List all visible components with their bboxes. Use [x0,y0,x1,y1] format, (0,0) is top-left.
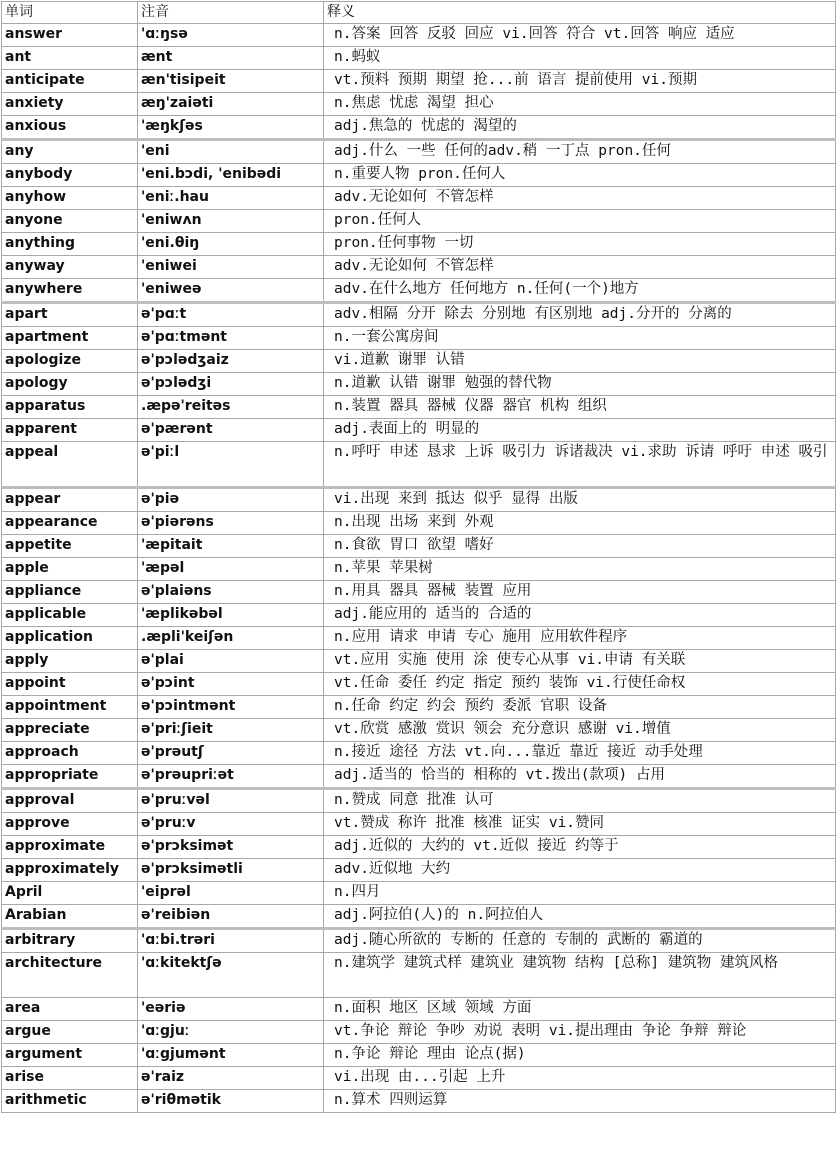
phonetic-cell: ə'pɔint [138,673,324,696]
table-row [2,789,836,813]
word-cell: appearance [2,512,138,535]
phonetic-cell: ə'pɑːtmənt [138,327,324,350]
table-row [2,488,836,512]
definition-cell: adj.什么 一些 任何的adv.稍 一丁点 pron.任何 [324,140,836,164]
phonetic-cell: ə'pɔintmənt [138,696,324,719]
word-cell: ant [2,47,138,70]
table-row [2,233,836,256]
table-row [2,673,836,696]
table-row [2,742,836,765]
word-cell: apartment [2,327,138,350]
table-row [2,627,836,650]
table-header [2,2,836,24]
table-row [2,929,836,953]
word-cell: application [2,627,138,650]
phonetic-cell: ə'pɑːt [138,303,324,327]
table-row [2,650,836,673]
definition-cell: vt.争论 辩论 争吵 劝说 表明 vi.提出理由 争论 争辩 辩论 [324,1021,836,1044]
table-row [2,442,836,488]
phonetic-cell: ə'priːʃieit [138,719,324,742]
vocabulary-table [1,1,836,1113]
table-row [2,836,836,859]
table-row [2,350,836,373]
phonetic-cell: 'eniwʌn [138,210,324,233]
table-row [2,140,836,164]
word-cell: appropriate [2,765,138,789]
phonetic-cell: 'ɑːŋsə [138,24,324,47]
word-cell: applicable [2,604,138,627]
definition-cell: vt.应用 实施 使用 涂 使专心从事 vi.申请 有关联 [324,650,836,673]
definition-cell: vt.欣赏 感激 赏识 领会 充分意识 感谢 vi.增值 [324,719,836,742]
table-row [2,1090,836,1113]
definition-cell: n.争论 辩论 理由 论点(据) [324,1044,836,1067]
word-cell: any [2,140,138,164]
definition-cell: vt.预料 预期 期望 抢...前 语言 提前使用 vi.预期 [324,70,836,93]
phonetic-cell: 'eniː.hau [138,187,324,210]
phonetic-cell: ə'pærənt [138,419,324,442]
phonetic-cell: ə'plaiəns [138,581,324,604]
table-row [2,70,836,93]
definition-cell: n.苹果 苹果树 [324,558,836,581]
word-cell: apparent [2,419,138,442]
table-row [2,93,836,116]
word-cell: apology [2,373,138,396]
word-cell: apple [2,558,138,581]
phonetic-cell: ə'prɔksimətli [138,859,324,882]
table-row [2,1067,836,1090]
definition-cell: n.接近 途径 方法 vt.向...靠近 靠近 接近 动手处理 [324,742,836,765]
phonetic-cell: ə'plai [138,650,324,673]
definition-cell: adv.相隔 分开 除去 分别地 有区别地 adj.分开的 分离的 [324,303,836,327]
word-cell: answer [2,24,138,47]
phonetic-cell: ə'pɔlədʒi [138,373,324,396]
table-row [2,604,836,627]
phonetic-cell: ə'raiz [138,1067,324,1090]
phonetic-cell: æn'tisipeit [138,70,324,93]
phonetic-cell: 'eniweə [138,279,324,303]
definition-cell: n.用具 器具 器械 装置 应用 [324,581,836,604]
phonetic-cell: 'ɑːbi.trəri [138,929,324,953]
phonetic-cell: ə'pɔlədʒaiz [138,350,324,373]
table-row [2,1044,836,1067]
word-cell: anything [2,233,138,256]
word-cell: appear [2,488,138,512]
word-cell: arithmetic [2,1090,138,1113]
definition-cell: adv.在什么地方 任何地方 n.任何(一个)地方 [324,279,836,303]
definition-cell: n.应用 请求 申请 专心 施用 应用软件程序 [324,627,836,650]
definition-cell: n.建筑学 建筑式样 建筑业 建筑物 结构 [总称] 建筑物 建筑风格 [324,953,836,998]
phonetic-cell: ə'piːl [138,442,324,488]
phonetic-cell: 'æpitait [138,535,324,558]
definition-cell: pron.任何事物 一切 [324,233,836,256]
table-row [2,535,836,558]
word-cell: April [2,882,138,905]
table-row [2,696,836,719]
word-cell: anyway [2,256,138,279]
word-cell: arise [2,1067,138,1090]
table-body [2,24,836,1113]
word-cell: argument [2,1044,138,1067]
word-cell: approximately [2,859,138,882]
table-row [2,164,836,187]
definition-cell: n.答案 回答 反驳 回应 vi.回答 符合 vt.回答 响应 适应 [324,24,836,47]
definition-cell: n.焦虑 忧虑 渴望 担心 [324,93,836,116]
definition-cell: n.装置 器具 器械 仪器 器官 机构 组织 [324,396,836,419]
table-row [2,882,836,905]
definition-cell: vi.出现 由...引起 上升 [324,1067,836,1090]
phonetic-cell: æŋ'zaiəti [138,93,324,116]
phonetic-cell: 'ɑːgjuː [138,1021,324,1044]
phonetic-cell: 'ɑːgjumənt [138,1044,324,1067]
phonetic-cell: ə'piərəns [138,512,324,535]
phonetic-cell: 'æpəl [138,558,324,581]
table-row [2,719,836,742]
word-cell: appoint [2,673,138,696]
phonetic-cell: ə'prɔksimət [138,836,324,859]
definition-cell: adj.能应用的 适当的 合适的 [324,604,836,627]
definition-cell: n.赞成 同意 批准 认可 [324,789,836,813]
table-row [2,419,836,442]
phonetic-cell: 'ɑːkitektʃə [138,953,324,998]
header-row [2,2,836,24]
definition-cell: n.一套公寓房间 [324,327,836,350]
word-cell: anywhere [2,279,138,303]
word-cell: anyhow [2,187,138,210]
word-cell: argue [2,1021,138,1044]
definition-cell: adv.无论如何 不管怎样 [324,187,836,210]
phonetic-cell: 'eni.bɔdi, 'enibədi [138,164,324,187]
phonetic-cell: ə'pruːvəl [138,789,324,813]
table-row [2,279,836,303]
definition-cell: adj.阿拉伯(人)的 n.阿拉伯人 [324,905,836,929]
definition-cell: n.出现 出场 来到 外观 [324,512,836,535]
word-cell: Arabian [2,905,138,929]
definition-cell: n.重要人物 pron.任何人 [324,164,836,187]
phonetic-cell: 'æplikəbəl [138,604,324,627]
table-row [2,327,836,350]
table-row [2,813,836,836]
phonetic-cell: 'eni.θiŋ [138,233,324,256]
word-cell: appreciate [2,719,138,742]
definition-cell: n.算术 四则运算 [324,1090,836,1113]
word-cell: appetite [2,535,138,558]
table-row [2,24,836,47]
table-row [2,905,836,929]
definition-cell: adj.适当的 恰当的 相称的 vt.拨出(款项) 占用 [324,765,836,789]
definition-cell: pron.任何人 [324,210,836,233]
phonetic-cell: 'æŋkʃəs [138,116,324,140]
word-cell: apparatus [2,396,138,419]
definition-cell: adj.随心所欲的 专断的 任意的 专制的 武断的 霸道的 [324,929,836,953]
table-row [2,187,836,210]
header-phonetic: 注音 [138,2,324,24]
definition-cell: n.面积 地区 区域 领域 方面 [324,998,836,1021]
table-row [2,396,836,419]
word-cell: appointment [2,696,138,719]
word-cell: anybody [2,164,138,187]
definition-cell: n.四月 [324,882,836,905]
word-cell: arbitrary [2,929,138,953]
definition-cell: adj.表面上的 明显的 [324,419,836,442]
word-cell: architecture [2,953,138,998]
word-cell: apply [2,650,138,673]
phonetic-cell: ə'reibiən [138,905,324,929]
table-row [2,116,836,140]
header-definition: 释义 [324,2,836,24]
phonetic-cell: ə'riθmətik [138,1090,324,1113]
table-row [2,859,836,882]
definition-cell: adv.近似地 大约 [324,859,836,882]
table-row [2,47,836,70]
definition-cell: vt.任命 委任 约定 指定 预约 装饰 vi.行使任命权 [324,673,836,696]
phonetic-cell: ə'pruːv [138,813,324,836]
phonetic-cell: .æpə'reitəs [138,396,324,419]
definition-cell: n.呼吁 申述 恳求 上诉 吸引力 诉诸裁决 vi.求助 诉请 呼吁 申述 吸引 [324,442,836,488]
definition-cell: adj.近似的 大约的 vt.近似 接近 约等于 [324,836,836,859]
phonetic-cell: ə'prəupriːət [138,765,324,789]
table-row [2,998,836,1021]
definition-cell: vi.道歉 谢罪 认错 [324,350,836,373]
word-cell: anticipate [2,70,138,93]
phonetic-cell: 'eni [138,140,324,164]
table-row [2,765,836,789]
phonetic-cell: 'eiprəl [138,882,324,905]
word-cell: area [2,998,138,1021]
table-row [2,953,836,998]
word-cell: approach [2,742,138,765]
definition-cell: adv.无论如何 不管怎样 [324,256,836,279]
definition-cell: vt.赞成 称许 批准 核准 证实 vi.赞同 [324,813,836,836]
phonetic-cell: ænt [138,47,324,70]
definition-cell: n.蚂蚁 [324,47,836,70]
definition-cell: n.任命 约定 约会 预约 委派 官职 设备 [324,696,836,719]
word-cell: appeal [2,442,138,488]
word-cell: apologize [2,350,138,373]
phonetic-cell: ə'prəutʃ [138,742,324,765]
phonetic-cell: .æpli'keiʃən [138,627,324,650]
definition-cell: vi.出现 来到 抵达 似乎 显得 出版 [324,488,836,512]
definition-cell: n.道歉 认错 谢罪 勉强的替代物 [324,373,836,396]
word-cell: apart [2,303,138,327]
phonetic-cell: 'eəriə [138,998,324,1021]
table-row [2,373,836,396]
word-cell: appliance [2,581,138,604]
definition-cell: n.食欲 胃口 欲望 嗜好 [324,535,836,558]
table-row [2,558,836,581]
word-cell: approval [2,789,138,813]
table-row [2,512,836,535]
table-row [2,256,836,279]
table-row [2,1021,836,1044]
phonetic-cell: ə'piə [138,488,324,512]
table-row [2,303,836,327]
word-cell: approximate [2,836,138,859]
header-word: 单词 [2,2,138,24]
phonetic-cell: 'eniwei [138,256,324,279]
word-cell: anxiety [2,93,138,116]
definition-cell: adj.焦急的 忧虑的 渴望的 [324,116,836,140]
table-row [2,581,836,604]
table-row [2,210,836,233]
word-cell: approve [2,813,138,836]
word-cell: anxious [2,116,138,140]
word-cell: anyone [2,210,138,233]
